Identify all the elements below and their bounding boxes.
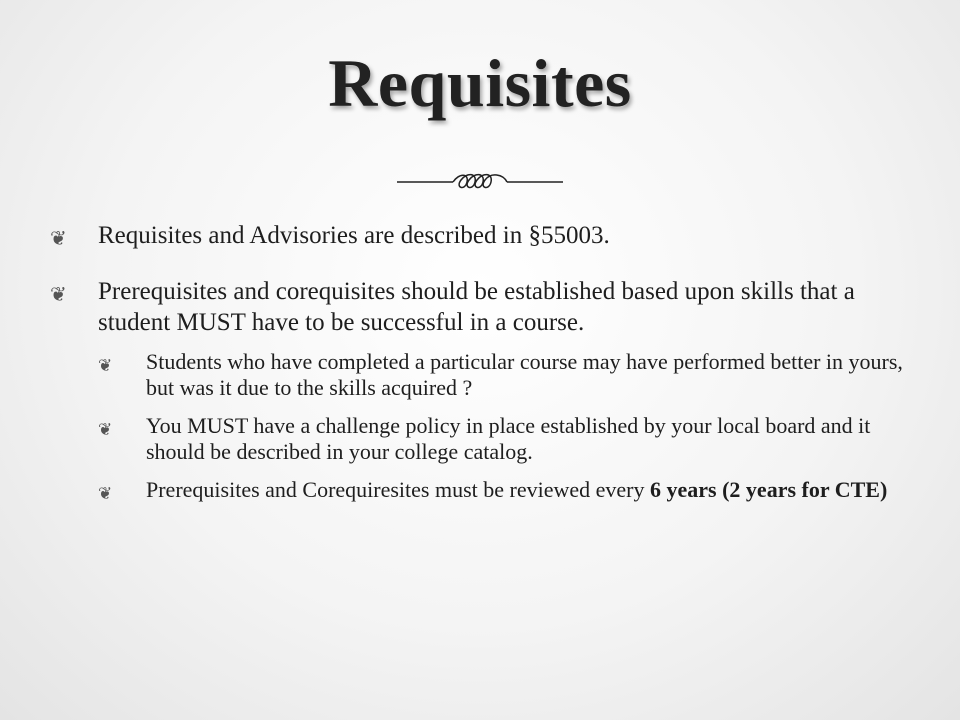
sub-bullet-text: You MUST have a challenge policy in place established by your local board and it should be described in your college catalog. — [146, 413, 871, 464]
fleuron-bullet-icon: ❦ — [50, 284, 67, 306]
bullet-list — [50, 220, 910, 519]
bullet-item-1 — [50, 220, 910, 255]
sub-bullet-item-2 — [98, 413, 910, 465]
slide-title: Requisites — [328, 45, 632, 121]
sub-bullet-item-1 — [98, 349, 910, 401]
sub-bullet-item-3 — [98, 477, 910, 507]
fleuron-bullet-icon: ❦ — [98, 420, 113, 439]
fleuron-bullet-icon: ❦ — [98, 484, 113, 503]
fleuron-bullet-icon: ❦ — [50, 228, 67, 250]
bullet-text: Prerequisites and corequisites should be established based upon skills that a student MUST have to be successful in a course. — [98, 278, 855, 336]
fleuron-bullet-icon: ❦ — [98, 356, 113, 375]
bullet-text: Requisites and Advisories are described in §55003. — [98, 222, 610, 249]
sub-bullet-text: Students who have completed a particular course may have performed better in yours, but was it due to the skills acquired ? — [146, 349, 903, 400]
sub-bullet-list — [50, 349, 910, 507]
review-text: Prerequisites and Corequiresites must be reviewed every — [146, 477, 651, 502]
flourish-divider-icon — [395, 168, 565, 196]
review-period-emphasis: 6 years (2 years for CTE) — [650, 477, 888, 502]
bullet-item-2 — [50, 276, 910, 338]
sub-bullet-text — [146, 477, 910, 503]
